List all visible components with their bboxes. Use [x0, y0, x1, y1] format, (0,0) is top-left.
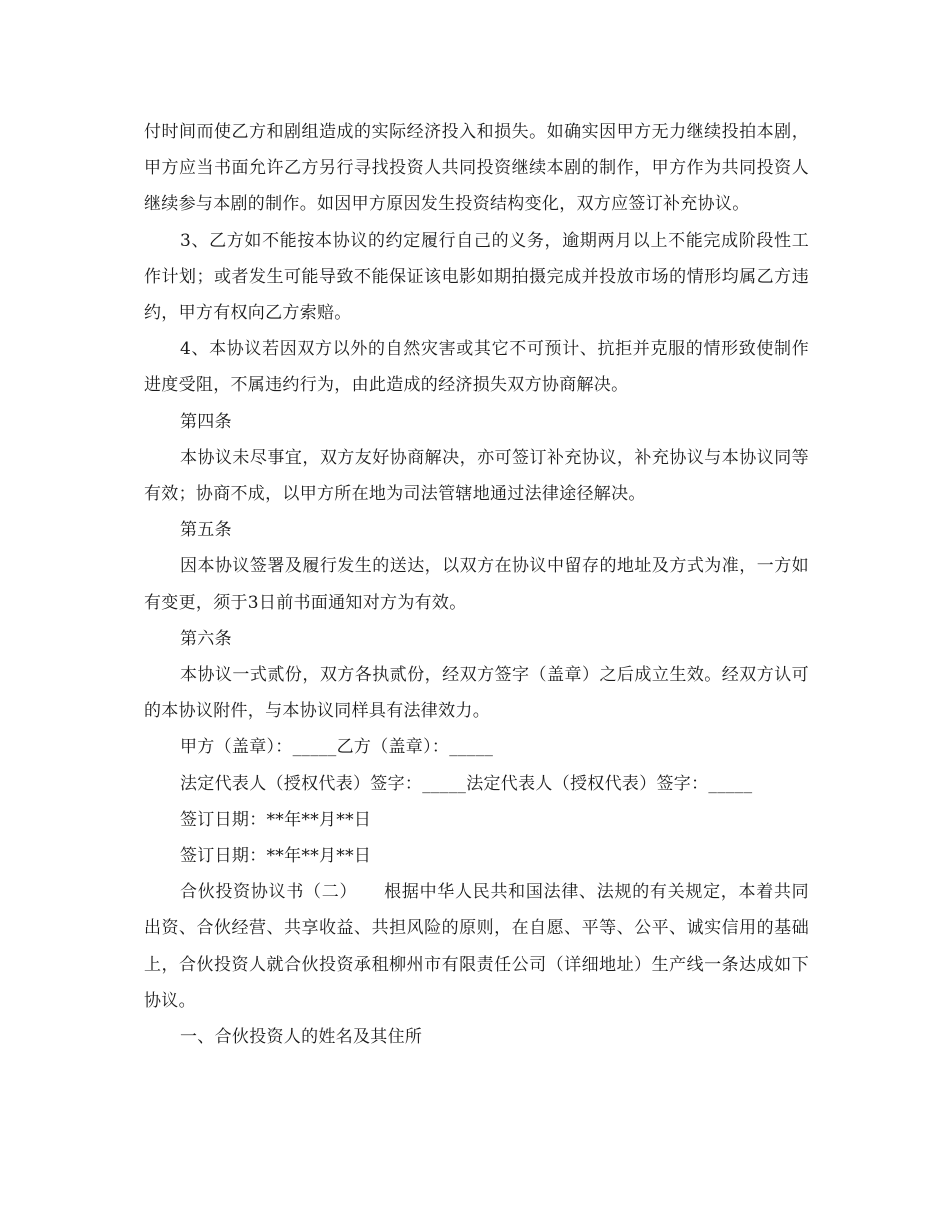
paragraph-article-4: 本协议未尽事宜，双方友好协商解决，亦可签订补充协议，补充协议与本协议同等有效；协商不成，以甲方所在地为司法管辖地通过法律途径解决。 [144, 447, 809, 505]
article-5-heading: 第五条 [180, 520, 232, 541]
paragraph-agreement-two-intro: 合伙投资协议书（二） 根据中华人民共和国法律、法规的有关规定，本着共同出资、合伙经营、共享收益、共担风险的原则，在自愿、平等、公平、诚实信用的基础上，合伙投资人就合伙投资承租柳州市有限责任公司（详细地址）生产线一条达成如下协议。 [144, 882, 809, 1011]
signing-date-party-b: 签订日期：**年**月**日 [180, 846, 372, 867]
paragraph-article-5: 因本协议签署及履行发生的送达，以双方在协议中留存的地址及方式为准，一方如有变更，须于3日前书面通知对方为有效。 [144, 556, 809, 613]
signature-seal-line: 甲方（盖章）：_____乙方（盖章）：_____ [180, 737, 494, 758]
paragraph-clause-4: 4、本协议若因双方以外的自然灾害或其它不可预计、抗拒并克服的情形致使制作进度受阻，不属违约行为，由此造成的经济损失双方协商解决。 [144, 339, 809, 396]
signature-representative-line: 法定代表人（授权代表）签字：_____法定代表人（授权代表）签字：_____ [180, 773, 753, 794]
article-6-heading: 第六条 [180, 628, 232, 649]
paragraph-article-6: 本协议一式贰份，双方各执贰份，经双方签字（盖章）之后成立生效。经双方认可的本协议附件，与本协议同样具有法律效力。 [144, 665, 809, 722]
paragraph-compensation-continued: 付时间而使乙方和剧组造成的实际经济投入和损失。如确实因甲方无力继续投拍本剧，甲方应当书面允许乙方另行寻找投资人共同投资继续本剧的制作，甲方作为共同投资人继续参与本剧的制作。如因甲方原因发生投资结构变化，双方应签订补充协议。 [144, 122, 809, 215]
signing-date-party-a: 签订日期：**年**月**日 [180, 809, 372, 830]
paragraph-clause-3: 3、乙方如不能按本协议的约定履行自己的义务，逾期两月以上不能完成阶段性工作计划；或者发生可能导致不能保证该电影如期拍摄完成并投放市场的情形均属乙方违约，甲方有权向乙方索赔。 [144, 230, 809, 324]
article-4-heading: 第四条 [180, 411, 232, 432]
document-body [144, 114, 809, 1055]
section-1-heading: 一、合伙投资人的姓名及其住所 [180, 1027, 423, 1048]
